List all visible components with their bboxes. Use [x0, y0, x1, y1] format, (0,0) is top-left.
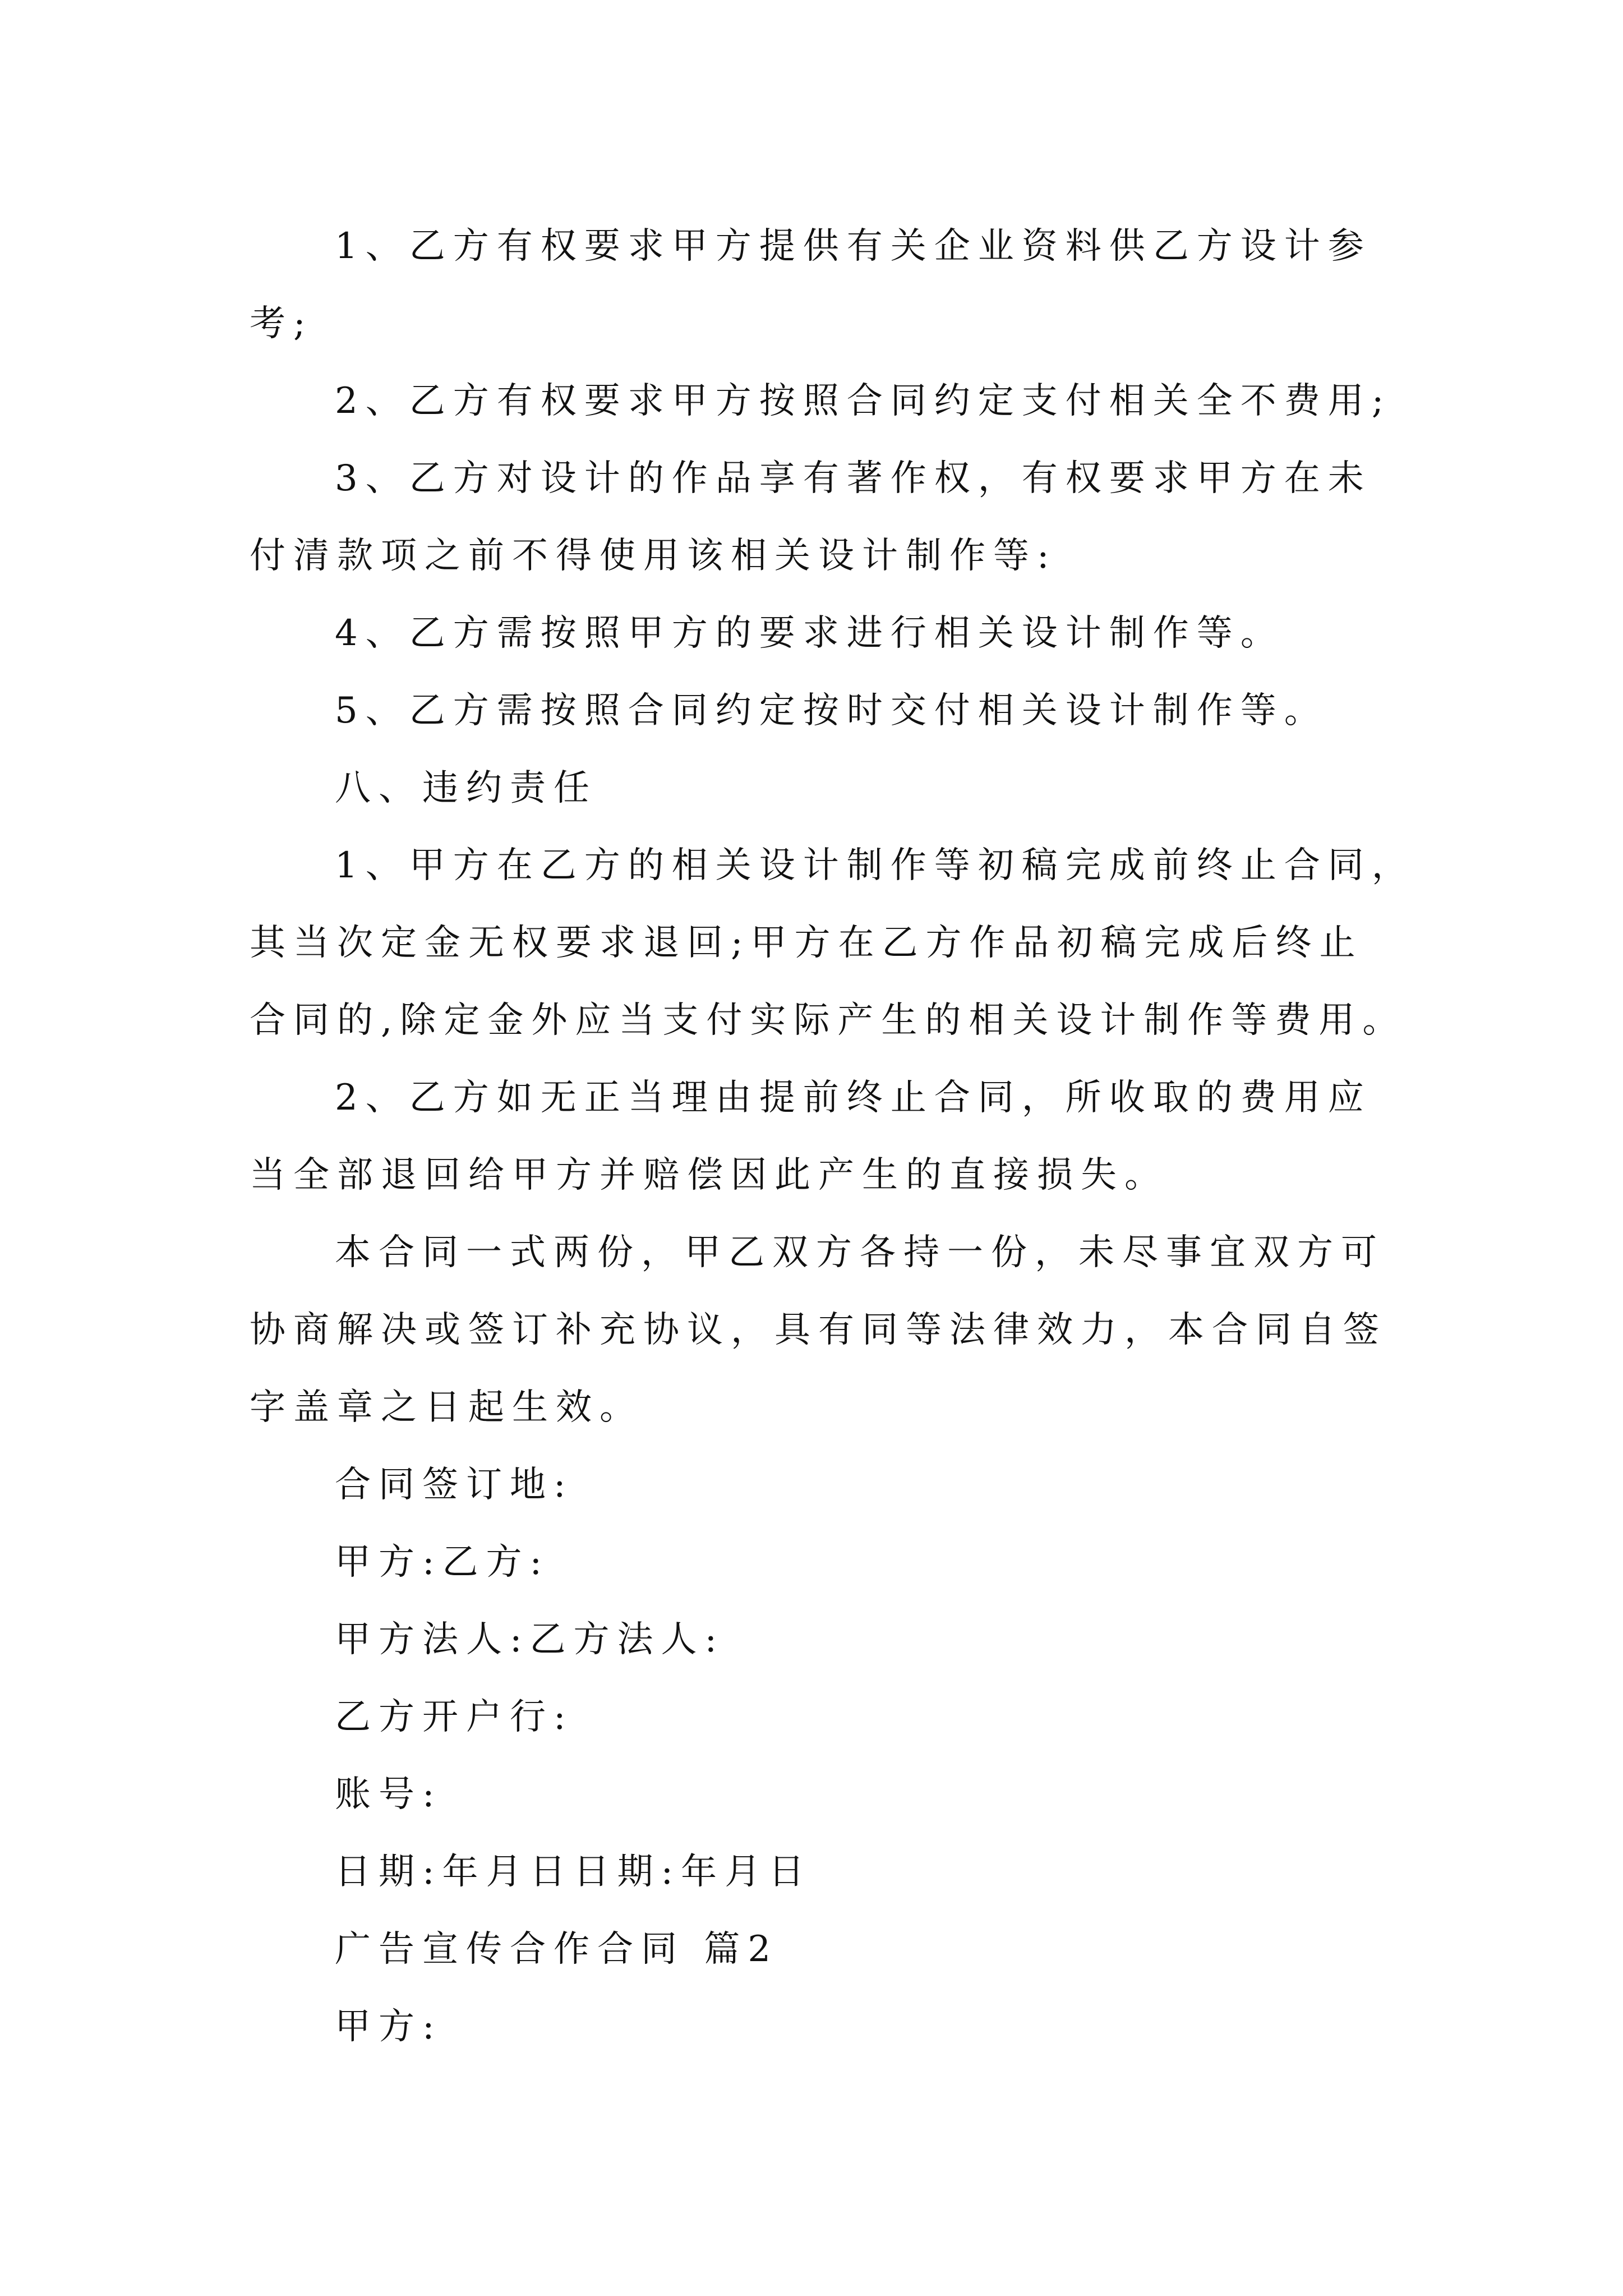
party-names: 甲方:乙方: — [335, 1542, 550, 1583]
text-line: 当全部退回给甲方并赔偿因此产生的直接损失。 — [250, 1154, 1168, 1196]
text-line: 4、乙方需按照甲方的要求进行相关设计制作等。 — [335, 613, 1284, 654]
signing-dates: 日期:年月日日期:年月日 — [335, 1851, 813, 1893]
signing-place: 合同签订地: — [335, 1464, 574, 1506]
legal-persons: 甲方法人:乙方法人: — [335, 1619, 725, 1660]
text-line: 协商解决或签订补充协议，具有同等法律效力，本合同自签 — [250, 1309, 1387, 1351]
text-line: 3、乙方对设计的作品享有著作权，有权要求甲方在未 — [335, 458, 1372, 499]
text-line: 考; — [250, 303, 313, 344]
text-line: 字盖章之日起生效。 — [250, 1387, 643, 1428]
text-line: 本合同一式两份，甲乙双方各持一份，未尽事宜双方可 — [335, 1232, 1385, 1273]
text-line: 其当次定金无权要求退回;甲方在乙方作品初稿完成后终止 — [250, 922, 1363, 964]
text-line: 2、乙方有权要求甲方按照合同约定支付相关全不费用; — [335, 380, 1392, 422]
party-a: 甲方: — [335, 2006, 442, 2047]
contract-title: 广告宣传合作合同 篇2 — [335, 1929, 779, 1970]
account-number: 账号: — [335, 1774, 442, 1815]
section-heading: 八、违约责任 — [335, 767, 597, 809]
text-line: 2、乙方如无正当理由提前终止合同，所收取的费用应 — [335, 1077, 1372, 1119]
document-body — [250, 208, 1415, 2065]
text-line: 5、乙方需按照合同约定按时交付相关设计制作等。 — [335, 690, 1328, 731]
bank-name: 乙方开户行: — [335, 1696, 574, 1738]
text-line: 付清款项之前不得使用该相关设计制作等: — [250, 535, 1057, 577]
text-line: 1、乙方有权要求甲方提供有关企业资料供乙方设计参 — [335, 226, 1372, 267]
text-line: 合同的,除定金外应当支付实际产生的相关设计制作等费用。 — [250, 1000, 1407, 1041]
text-line: 1、甲方在乙方的相关设计制作等初稿完成前终止合同， — [335, 845, 1415, 886]
